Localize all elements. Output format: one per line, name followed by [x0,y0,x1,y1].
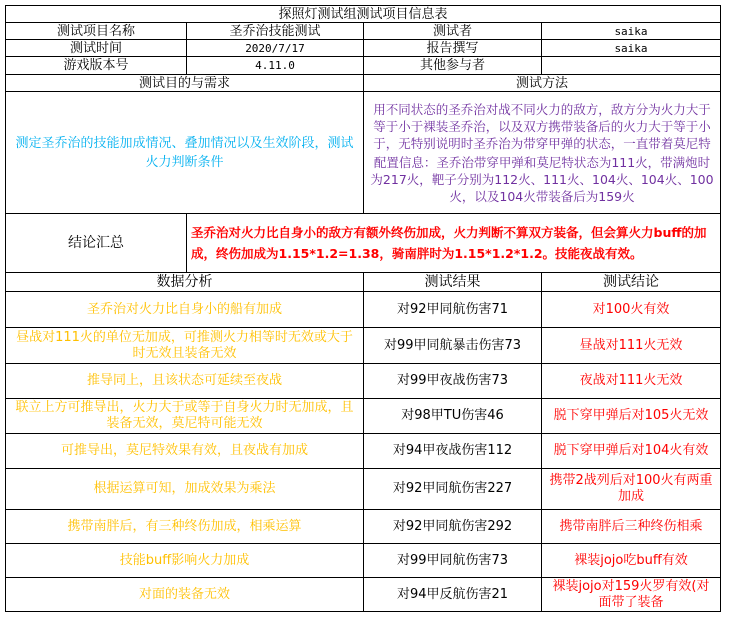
test-time-value: 2020/7/17 [186,39,364,57]
method-header: 测试方法 [363,74,721,92]
table-cell-conclusion: 携带南胖后三种终伤相乘 [541,509,721,544]
table-header-conclusion: 测试结论 [541,272,721,292]
table-cell-result: 对92甲同航伤害227 [363,468,542,510]
table-cell-analysis: 昼战对111火的单位无加成，可推测火力相等时无效或大于时无效且装备无效 [5,327,364,364]
table-cell-result: 对92甲同航伤害71 [363,291,542,328]
table-header-analysis: 数据分析 [5,272,364,292]
project-name-value: 圣乔治技能测试 [186,22,364,40]
version-label: 游戏版本号 [5,56,187,75]
table-cell-conclusion: 携带2战列后对100火有两重加成 [541,468,721,510]
table-cell-result: 对94甲反航伤害21 [363,577,542,612]
tester-label: 测试者 [363,22,542,40]
table-header-result: 测试结果 [363,272,542,292]
purpose-header: 测试目的与需求 [5,74,364,92]
method-text: 用不同状态的圣乔治对战不同火力的敌方，敌方分为火力大于等于小于裸装圣乔治，以及双方携带装备后的火力大于等于小于，无特别说明时圣乔治为带穿甲弹的状态，一直带着莫尼特 [373,101,711,151]
table-cell-analysis: 对面的装备无效 [5,577,364,612]
table-cell-result: 对94甲夜战伤害112 [363,433,542,469]
others-label: 其他参与者 [363,56,542,75]
table-cell-analysis: 联立上方可推导出，火力大于或等于自身火力时无加成，且装备无效，莫尼特可能无效 [5,398,364,434]
table-cell-analysis: 根据运算可知，加成效果为乘法 [5,468,364,510]
conclusion-text: 圣乔治对火力比自身小的敌方有额外终伤加成，火力判断不算双方装备，但会算火力buff的加成，终伤加成为1.15*1.2=1.38，骑南胖时为1.15*1.2*1.2。技能夜战有效。 [186,213,721,273]
method-box [363,91,721,214]
table-cell-result: 对92甲同航伤害292 [363,509,542,544]
version-value: 4.11.0 [186,56,364,75]
table-cell-conclusion: 裸装jojo吃buff有效 [541,543,721,578]
table-cell-conclusion: 裸装jojo对159火罗有效(对面带了装备 [541,577,721,612]
table-cell-analysis: 推导同上，且该状态可延续至夜战 [5,363,364,399]
table-cell-conclusion: 脱下穿甲弹后对104火有效 [541,433,721,469]
table-cell-analysis: 技能buff影响火力加成 [5,543,364,578]
conclusion-label: 结论汇总 [5,213,187,273]
table-cell-result: 对98甲TU伤害46 [363,398,542,434]
table-cell-conclusion: 夜战对111火无效 [541,363,721,399]
table-cell-result: 对99甲同航暴击伤害73 [363,327,542,364]
table-cell-conclusion: 脱下穿甲弹后对105火无效 [541,398,721,434]
table-cell-analysis: 携带南胖后，有三种终伤加成，相乘运算 [5,509,364,544]
sheet-title: 探照灯测试组测试项目信息表 [5,5,721,23]
table-cell-conclusion: 对100火有效 [541,291,721,328]
tester-value: saika [541,22,721,40]
table-cell-result: 对99甲夜战伤害73 [363,363,542,399]
method-config: 配置信息：圣乔治带穿甲弹和莫尼特状态为111火，带满炮时为217火，靶子分别为112火、111火、104火、104火、100火，以及104火带装备后为159火 [370,154,714,204]
test-time-label: 测试时间 [5,39,187,57]
table-cell-analysis: 圣乔治对火力比自身小的船有加成 [5,291,364,328]
report-value: saika [541,39,721,57]
report-label: 报告撰写 [363,39,542,57]
table-cell-analysis: 可推导出，莫尼特效果有效，且夜战有加成 [5,433,364,469]
table-cell-result: 对99甲同航伤害73 [363,543,542,578]
project-name-label: 测试项目名称 [5,22,187,40]
purpose-text: 测定圣乔治的技能加成情况、叠加情况以及生效阶段，测试火力判断条件 [5,91,364,214]
table-cell-conclusion: 昼战对111火无效 [541,327,721,364]
others-value [541,56,721,75]
info-sheet [5,5,721,611]
